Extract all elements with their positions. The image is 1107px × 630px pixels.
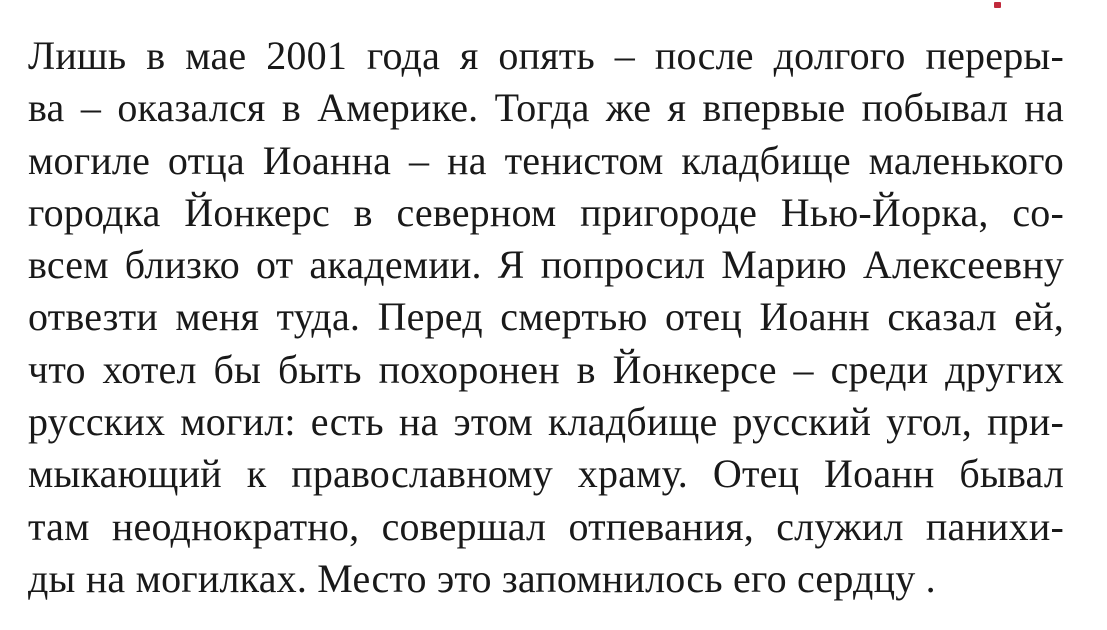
text-line: городка Йонкерс в северном пригороде Нью-Йорка, со-: [28, 189, 1064, 235]
text-line: мыкающий к православному храму. Отец Иоанн бывал: [28, 451, 1064, 497]
red-dot-marker: [994, 2, 1001, 8]
text-line: могиле отца Иоанна – на тенистом кладбище маленького: [28, 137, 1064, 183]
text-line: русских могил: есть на этом кладбище русский угол, при-: [28, 399, 1064, 445]
text-line: ды на могилках. Место это запомнилось его сердцу .: [28, 555, 936, 601]
text-line: что хотел бы быть похоронен в Йонкерсе – среди других: [28, 346, 1064, 392]
text-line: ва – оказался в Америке. Тогда же я впервые побывал на: [28, 85, 1064, 131]
text-line: отвезти меня туда. Перед смертью отец Иоанн сказал ей,: [28, 294, 1064, 340]
paragraph: [28, 30, 1064, 605]
text-line: Лишь в мае 2001 года я опять – после долгого переры-: [28, 33, 1064, 78]
text-line: всем близко от академии. Я попросил Марию Алексеевну: [28, 242, 1064, 288]
text-line: там неоднократно, совершал отпевания, служил панихи-: [28, 503, 1064, 549]
